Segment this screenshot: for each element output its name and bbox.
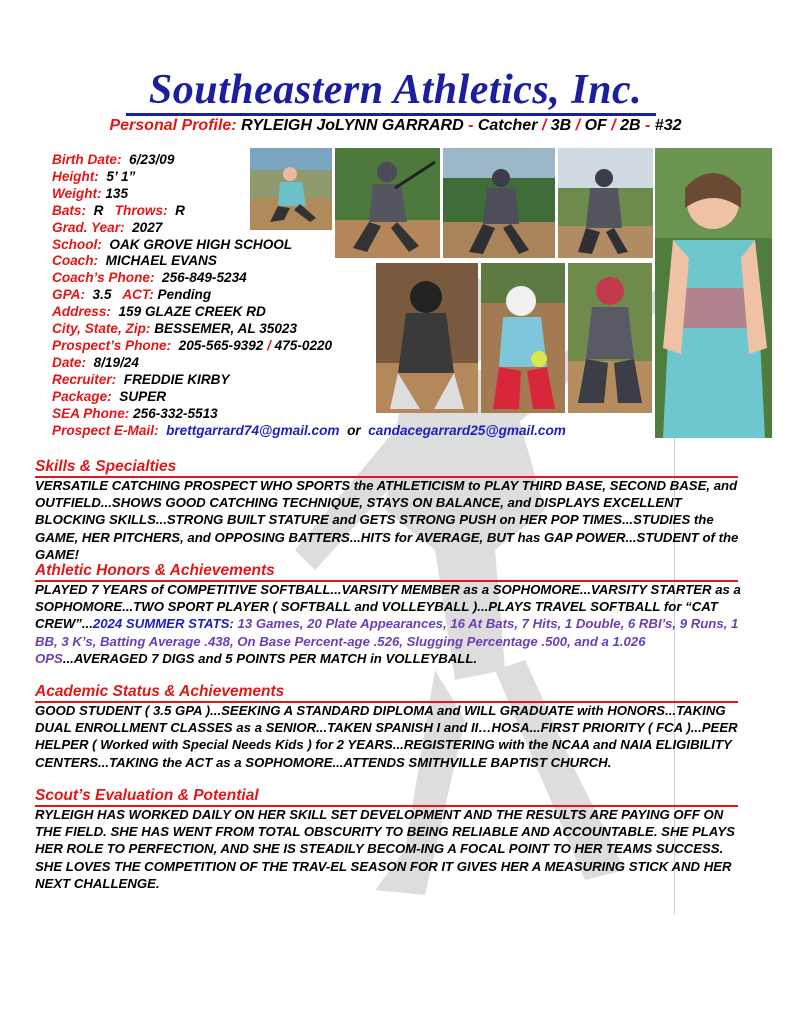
photo-catcher-1 bbox=[376, 263, 478, 413]
scout-text: RYLEIGH HAS WORKED DAILY ON HER SKILL SET DEVELOPMENT AND THE RESULTS ARE PAYING OFF ON THE FIELD. SHE HAS WENT FROM TOTAL OBSCURITY TO BEING RELIABLE AND ACCOUNTABLE. SHE PLAYS HER ROLE TO PERFECTION, AND SHE IS STEADILY BECOM-ING A FOCAL POINT TO HER TEAMS SUCCESS. SHE LOVES THE COMPETITION OF THE TRAV-EL SEASON FOR IT GIVES HER A MEASURING STICK AND HER NEXT CHALLENGE. bbox=[35, 807, 735, 891]
scout-heading: Scout’s Evaluation & Potential bbox=[35, 787, 259, 804]
stats-label: 2024 SUMMER STATS: bbox=[92, 616, 234, 632]
field-birth-date: Birth Date: 6/23/09 bbox=[52, 152, 175, 167]
jersey-number: #32 bbox=[654, 117, 682, 134]
separator: / bbox=[606, 117, 621, 134]
field-coach-phone: Coach’s Phone: 256-849-5234 bbox=[52, 270, 247, 286]
profile-header bbox=[0, 117, 791, 135]
field-school: School: OAK GROVE HIGH SCHOOL bbox=[52, 236, 293, 252]
athletic-text: PLAYED 7 YEARS of COMPETITIVE SOFTBALL...VARSITY MEMBER as a SOPHOMORE...VARSITY STARTER as a SOPHOMORE...TWO SPORT PLAYER ( SOFTBALL and VOLLEYBALL )...PLAYS TRAVEL SOFTBALL for “CAT CREW”...2024 SUMMER STATS: 13 Games, 20 Plate Appearances, 16 At Bats, 7 Hits, 1 Double, 6 RBI’s, 9 Runs, 1 BB, 3 K’s, Batting Average .438, On Base Percent-age .526, Slugging Percentage .500, and a 1.026 OPS...AVERAGED 7 DIGS and 5 POINTS PER MATCH in VOLLEYBALL. bbox=[35, 582, 741, 666]
field-city-state-zip: City, State, Zip: BESSEMER, AL 35023 bbox=[52, 321, 298, 337]
player-name: RYLEIGH JoLYNN GARRARD bbox=[241, 117, 464, 134]
field-address: Address: 159 GLAZE CREEK RD bbox=[52, 304, 266, 320]
stats-text: 13 Games, 20 Plate Appearances, 16 At Bats, 7 Hits, 1 Double, 6 RBI’s, 9 Runs, 1 BB, 3 K’s, Batting Average .438, On Base Percent-age .526, Slugging Percentage .500, and a 1.026 OPS bbox=[35, 616, 739, 666]
email-or: or bbox=[347, 423, 361, 438]
photo-catcher-3 bbox=[568, 263, 652, 413]
photo-catcher-2 bbox=[481, 263, 565, 413]
photo-fielding bbox=[250, 148, 332, 230]
prospect-email-row bbox=[52, 423, 566, 438]
skills-text: VERSATILE CATCHING PROSPECT WHO SPORTS the ATHLETICISM to PLAY THIRD BASE, SECOND BASE, and OUTFIELD...SHOWS GOOD CATCHING TECHNIQUE, STAYS ON BALANCE, and DISPLAYS EXCELLENT BLOCKING SKILLS...STRONG BUILT STATURE and GETS STRONG PUSH on HER POP TIMES...STUDIES the GAME, HER PITCHERS, and OPPOSING BATTERS...HITS for AVERAGE, BUT has GAP POWER...STUDENT of the GAME! bbox=[35, 478, 739, 562]
field-weight: Weight: 135 bbox=[52, 185, 129, 201]
photo-swing-1 bbox=[335, 148, 440, 258]
position-3b: 3B bbox=[550, 117, 572, 134]
academic-text: GOOD STUDENT ( 3.5 GPA )...SEEKING A STANDARD DIPLOMA and WILL GRADUATE with HONORS...TAKING DUAL ENROLLMENT CLASSES as a SENIOR...TAKEN SPANISH I and II…HOSA...FIRST PRIORITY ( FCA )...PEER HELPER ( Worked with Special Needs Kids ) for 2 YEARS...REGISTERING with the NCAA and NAIA ELIGIBILITY CENTERS...TAKING the ACT as a SOPHOMORE...ATTENDS SMITHVILLE BAPTIST CHURCH. bbox=[35, 703, 738, 770]
title-underline bbox=[126, 113, 656, 116]
email-link-1[interactable]: brettgarrard74@gmail.com bbox=[166, 423, 340, 438]
field-coach: Coach: MICHAEL EVANS bbox=[52, 253, 217, 269]
field-bats-throws: Bats: R Throws: R bbox=[52, 202, 185, 218]
photo-swing-3 bbox=[558, 148, 653, 258]
email-link-2[interactable]: candacegarrard25@gmail.com bbox=[368, 423, 566, 438]
field-sea-phone: SEA Phone: 256-332-5513 bbox=[52, 405, 218, 421]
profile-label: Personal Profile: bbox=[109, 117, 237, 134]
field-recruiter: Recruiter: FREDDIE KIRBY bbox=[52, 371, 230, 387]
skills-heading: Skills & Specialties bbox=[35, 458, 177, 475]
field-height: Height: 5’ 1” bbox=[52, 168, 136, 184]
field-date: Date: 8/19/24 bbox=[52, 354, 139, 370]
field-grad-year: Grad. Year: 2027 bbox=[52, 219, 163, 235]
company-title: Southeastern Athletics, Inc. bbox=[148, 67, 643, 113]
field-package: Package: SUPER bbox=[52, 388, 167, 404]
field-gpa-act: GPA: 3.5 ACT: Pending bbox=[52, 287, 212, 303]
position-catcher: Catcher bbox=[477, 117, 538, 134]
photo-swing-2 bbox=[443, 148, 555, 258]
separator: / bbox=[571, 117, 585, 134]
separator: - bbox=[463, 117, 478, 134]
athletic-heading: Athletic Honors & Achievements bbox=[35, 562, 275, 579]
field-prospect-phone: Prospect’s Phone: 205-565-9392 / 475-0220 bbox=[52, 337, 333, 353]
photo-portrait bbox=[655, 148, 772, 438]
position-2b: 2B bbox=[620, 117, 641, 134]
position-of: OF bbox=[584, 117, 607, 134]
separator: - bbox=[640, 117, 655, 134]
separator: / bbox=[537, 117, 551, 134]
email-label: Prospect E-Mail: bbox=[52, 423, 159, 438]
academic-heading: Academic Status & Achievements bbox=[35, 683, 285, 700]
